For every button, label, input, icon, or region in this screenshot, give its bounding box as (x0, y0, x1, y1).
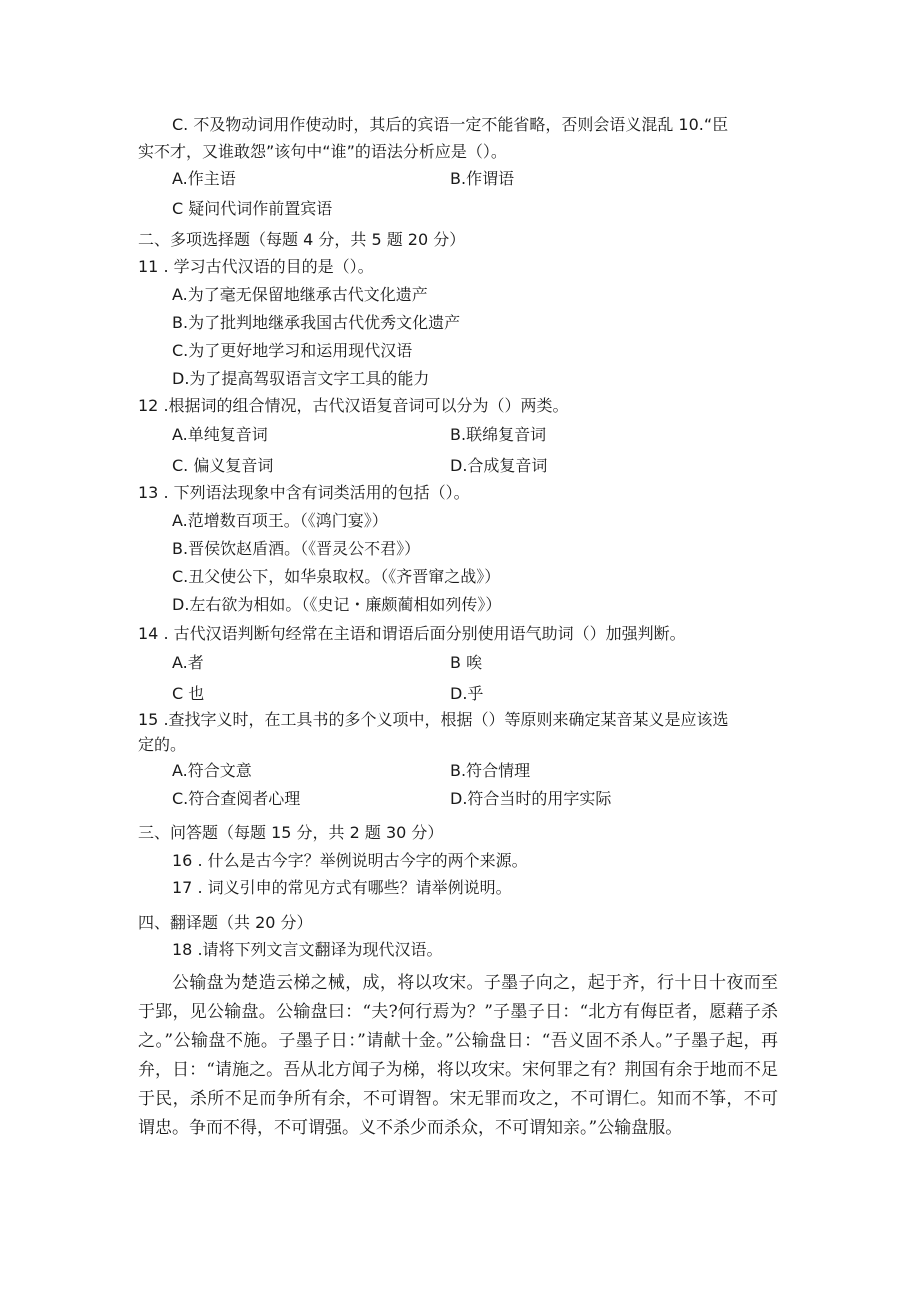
q11-stem: 11 . 学习古代汉语的目的是（）。 (138, 257, 374, 276)
q10-option-c-prev: C. 不及物动词用作使动时，其后的宾语一定不能省略，否则会语义混乱 10.“臣 (172, 115, 729, 134)
q11-option-a: A.为了毫无保留地继承古代文化遗产 (172, 285, 428, 304)
q15-stem: 15 .查找字义时，在工具书的多个义项中，根据（）等原则来确定某音某义是应该选 (138, 710, 729, 729)
q12-option-d: D.合成复音词 (450, 456, 548, 475)
q15-option-d: D.符合当时的用字实际 (450, 789, 612, 808)
q14-stem: 14 . 古代汉语判断句经常在主语和谓语后面分别使用语气助词（）加强判断。 (138, 624, 686, 643)
q14-option-a: A.者 (172, 653, 204, 672)
q10-option-a: A.作主语 (172, 169, 236, 188)
q15-stem-cont: 定的。 (138, 735, 187, 754)
q12-stem: 12 .根据词的组合情况，古代汉语复音词可以分为（）两类。 (138, 396, 569, 415)
q14-option-c: C 也 (172, 684, 205, 703)
translation-passage: 公输盘为楚造云梯之械，成，将以攻宋。子墨子向之，起于齐，行十日十夜而至于郢，见公输盘。公输盘曰：“夫?何行焉为？”子墨子日：“北方有侮臣者，愿藉子杀之。”公输盘不施。子墨子日：”请献十金。”公输盘日：“吾义固不杀人。”子墨子起，再弁，日：“请施之。吾从北方闻子为梯，将以攻宋。宋何罪之有？荆国有余于地而不足于民，杀所不足而争所有余，不可谓智。宋无罪而攻之，不可谓仁。知而不筝，不可谓忠。争而不得，不可谓强。义不杀少而杀众，不可谓知亲。”公输盘服。 (138, 973, 778, 1138)
q13-option-d: D.左右欲为相如。（《史记・廉颇蔺相如列传》） (172, 595, 502, 614)
q12-option-b: B.联绵复音词 (450, 425, 547, 444)
q17-stem: 17 . 词义引申的常见方式有哪些？请举例说明。 (172, 878, 512, 897)
q15-option-c: C.符合查阅者心理 (172, 789, 301, 808)
q11-option-b: B.为了批判地继承我国古代优秀文化遗产 (172, 313, 461, 332)
q14-option-d: D.乎 (450, 684, 484, 703)
q15-option-a: A.符合文意 (172, 761, 252, 780)
section-3-title: 三、问答题（每题 15 分，共 2 题 30 分） (138, 823, 444, 842)
q13-stem: 13 . 下列语法现象中含有词类活用的包括（）。 (138, 483, 470, 502)
q12-option-a: A.单纯复音词 (172, 425, 268, 444)
q10-option-b: B.作谓语 (450, 169, 515, 188)
q12-option-c: C. 偏义复音词 (172, 456, 274, 475)
q11-option-d: D.为了提高驾驭语言文字工具的能力 (172, 369, 430, 388)
q11-option-c: C.为了更好地学习和运用现代汉语 (172, 341, 413, 360)
q14-option-b: B 唉 (450, 653, 483, 672)
q18-stem: 18 .请将下列文言文翻译为现代汉语。 (172, 940, 443, 959)
section-4-title: 四、翻译题（共 20 分） (138, 913, 313, 932)
q16-stem: 16 . 什么是古今字？举例说明古今字的两个来源。 (172, 851, 528, 870)
section-2-title: 二、多项选择题（每题 4 分，共 5 题 20 分） (138, 230, 466, 249)
q10-stem: 实不才，又谁敢怨”该句中“谁”的语法分析应是（）。 (138, 142, 507, 161)
q15-option-b: B.符合情理 (450, 761, 531, 780)
q13-option-b: B.晋侯饮赵盾酒。（《晋灵公不君》） (172, 539, 421, 558)
q10-option-c: C 疑问代词作前置宾语 (172, 199, 333, 218)
q13-option-a: A.范增数百项王。（《鸿门宴》） (172, 511, 388, 530)
q13-option-c: C.丑父使公下，如华泉取权。（《齐晋窜之战》） (172, 567, 501, 586)
